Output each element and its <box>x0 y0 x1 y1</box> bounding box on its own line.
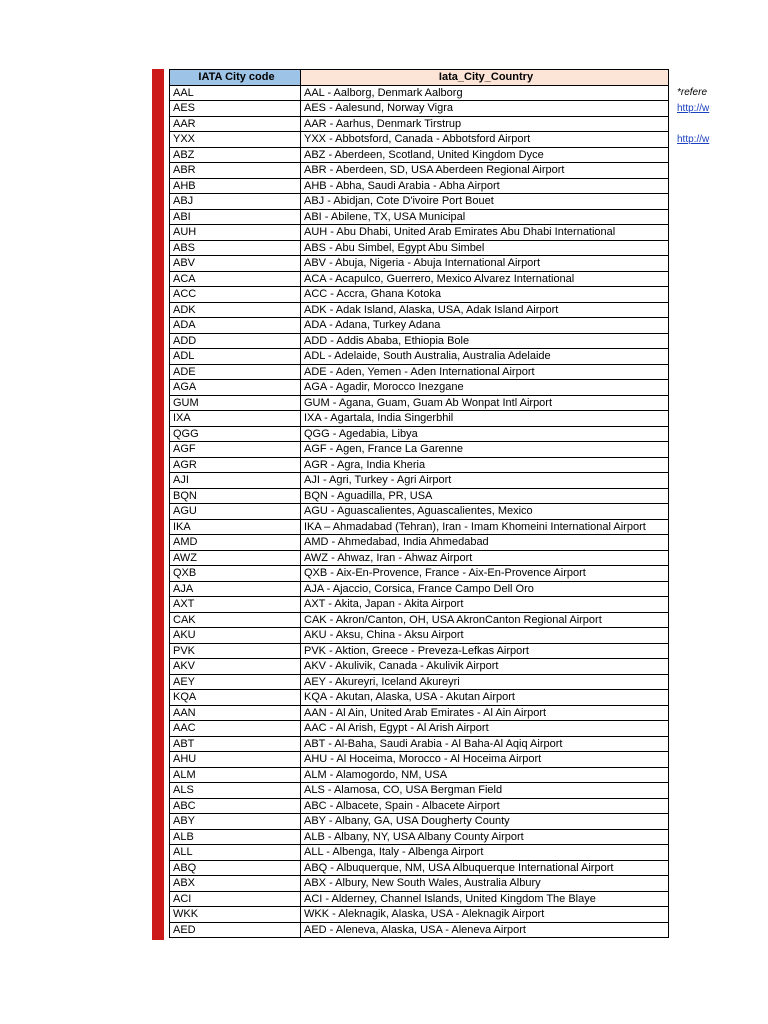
cell-city-country[interactable]: QXB - Aix-En-Provence, France - Aix-En-Provence Airport <box>301 566 669 582</box>
cell-iata-code[interactable]: AKV <box>170 659 301 675</box>
reference-link-2[interactable]: http://w <box>677 134 710 145</box>
cell-iata-code[interactable]: AES <box>170 101 301 117</box>
cell-iata-code[interactable]: IXA <box>170 411 301 427</box>
cell-iata-code[interactable]: ALS <box>170 783 301 799</box>
table-row <box>170 829 669 845</box>
cell-iata-code[interactable]: CAK <box>170 612 301 628</box>
cell-city-country[interactable]: YXX - Abbotsford, Canada - Abbotsford Airport <box>301 132 669 148</box>
cell-iata-code[interactable]: ABI <box>170 209 301 225</box>
header-iata-city-code: IATA City code <box>170 70 301 86</box>
cell-iata-code[interactable]: AKU <box>170 628 301 644</box>
cell-iata-code[interactable]: AEY <box>170 674 301 690</box>
cell-iata-code[interactable]: ADK <box>170 302 301 318</box>
table-row <box>170 380 669 396</box>
cell-city-country[interactable]: ABQ - Albuquerque, NM, USA Albuquerque International Airport <box>301 860 669 876</box>
cell-city-country[interactable]: GUM - Agana, Guam, Guam Ab Wonpat Intl Airport <box>301 395 669 411</box>
cell-city-country[interactable]: QGG - Agedabia, Libya <box>301 426 669 442</box>
cell-iata-code[interactable]: ADL <box>170 349 301 365</box>
table-row <box>170 612 669 628</box>
table-row <box>170 798 669 814</box>
cell-city-country[interactable]: AMD - Ahmedabad, India Ahmedabad <box>301 535 669 551</box>
cell-city-country[interactable]: AAN - Al Ain, United Arab Emirates - Al Ain Airport <box>301 705 669 721</box>
cell-city-country[interactable]: AAR - Aarhus, Denmark Tirstrup <box>301 116 669 132</box>
cell-city-country[interactable]: AAL - Aalborg, Denmark Aalborg <box>301 85 669 101</box>
cell-city-country[interactable]: AGA - Agadir, Morocco Inezgane <box>301 380 669 396</box>
cell-city-country[interactable]: IXA - Agartala, India Singerbhil <box>301 411 669 427</box>
cell-city-country[interactable]: IKA – Ahmadabad (Tehran), Iran - Imam Khomeini International Airport <box>301 519 669 535</box>
cell-iata-code[interactable]: QXB <box>170 566 301 582</box>
cell-city-country[interactable]: KQA - Akutan, Alaska, USA - Akutan Airport <box>301 690 669 706</box>
cell-iata-code[interactable]: AAC <box>170 721 301 737</box>
table-row <box>170 318 669 334</box>
cell-city-country[interactable]: AEY - Akureyri, Iceland Akureyri <box>301 674 669 690</box>
table-row <box>170 395 669 411</box>
table-row <box>170 411 669 427</box>
cell-city-country[interactable]: AHU - Al Hoceima, Morocco - Al Hoceima Airport <box>301 752 669 768</box>
table-row <box>170 163 669 179</box>
cell-iata-code[interactable]: ABC <box>170 798 301 814</box>
cell-iata-code[interactable]: ABT <box>170 736 301 752</box>
cell-iata-code[interactable]: ABJ <box>170 194 301 210</box>
table-row <box>170 101 669 117</box>
table-row <box>170 209 669 225</box>
cell-iata-code[interactable]: AGU <box>170 504 301 520</box>
cell-iata-code[interactable]: AAL <box>170 85 301 101</box>
cell-city-country[interactable]: ABR - Aberdeen, SD, USA Aberdeen Regional Airport <box>301 163 669 179</box>
cell-iata-code[interactable]: WKK <box>170 907 301 923</box>
cell-city-country[interactable]: ADK - Adak Island, Alaska, USA, Adak Island Airport <box>301 302 669 318</box>
table-row <box>170 240 669 256</box>
table-row <box>170 690 669 706</box>
table-row <box>170 907 669 923</box>
cell-iata-code[interactable]: GUM <box>170 395 301 411</box>
cell-city-country[interactable]: AGU - Aguascalientes, Aguascalientes, Mexico <box>301 504 669 520</box>
cell-iata-code[interactable]: ALB <box>170 829 301 845</box>
cell-iata-code[interactable]: AGF <box>170 442 301 458</box>
header-row <box>170 70 669 86</box>
cell-city-country[interactable]: AED - Aleneva, Alaska, USA - Aleneva Airport <box>301 922 669 938</box>
cell-iata-code[interactable]: ABR <box>170 163 301 179</box>
cell-iata-code[interactable]: ALM <box>170 767 301 783</box>
cell-city-country[interactable]: AAC - Al Arish, Egypt - Al Arish Airport <box>301 721 669 737</box>
cell-city-country[interactable]: ABT - Al-Baha, Saudi Arabia - Al Baha-Al Aqiq Airport <box>301 736 669 752</box>
cell-iata-code[interactable]: ADE <box>170 364 301 380</box>
cell-city-country[interactable]: ALL - Albenga, Italy - Albenga Airport <box>301 845 669 861</box>
table-row <box>170 349 669 365</box>
cell-iata-code[interactable]: AED <box>170 922 301 938</box>
cell-iata-code[interactable]: AAN <box>170 705 301 721</box>
table-row <box>170 426 669 442</box>
cell-iata-code[interactable]: AWZ <box>170 550 301 566</box>
table-row <box>170 783 669 799</box>
table-row <box>170 922 669 938</box>
cell-city-country[interactable]: ABS - Abu Simbel, Egypt Abu Simbel <box>301 240 669 256</box>
table-row <box>170 504 669 520</box>
cell-city-country[interactable]: AGR - Agra, India Kheria <box>301 457 669 473</box>
cell-iata-code[interactable]: YXX <box>170 132 301 148</box>
table-row <box>170 814 669 830</box>
table-row <box>170 194 669 210</box>
cell-city-country[interactable]: ADE - Aden, Yemen - Aden International Airport <box>301 364 669 380</box>
cell-iata-code[interactable]: ADA <box>170 318 301 334</box>
table-row <box>170 488 669 504</box>
cell-iata-code[interactable]: AGR <box>170 457 301 473</box>
red-margin-bar <box>152 69 164 940</box>
table-row <box>170 302 669 318</box>
cell-city-country[interactable]: ADL - Adelaide, South Australia, Australia Adelaide <box>301 349 669 365</box>
cell-city-country[interactable]: ABX - Albury, New South Wales, Australia Albury <box>301 876 669 892</box>
cell-city-country[interactable]: ACI - Alderney, Channel Islands, United Kingdom The Blaye <box>301 891 669 907</box>
cell-iata-code[interactable]: AHU <box>170 752 301 768</box>
table-row <box>170 767 669 783</box>
table-row <box>170 705 669 721</box>
table-row <box>170 860 669 876</box>
cell-city-country[interactable]: ABZ - Aberdeen, Scotland, United Kingdom Dyce <box>301 147 669 163</box>
table-row <box>170 581 669 597</box>
table-row <box>170 178 669 194</box>
table-row <box>170 364 669 380</box>
cell-iata-code[interactable]: AGA <box>170 380 301 396</box>
table-row <box>170 721 669 737</box>
cell-city-country[interactable]: ABI - Abilene, TX, USA Municipal <box>301 209 669 225</box>
table-row <box>170 643 669 659</box>
cell-city-country[interactable]: AJA - Ajaccio, Corsica, France Campo Dell Oro <box>301 581 669 597</box>
table-body <box>170 85 669 938</box>
cell-city-country[interactable]: ABJ - Abidjan, Cote D'ivoire Port Bouet <box>301 194 669 210</box>
cell-city-country[interactable]: ADA - Adana, Turkey Adana <box>301 318 669 334</box>
table-row <box>170 597 669 613</box>
table-row <box>170 473 669 489</box>
cell-city-country[interactable]: BQN - Aguadilla, PR, USA <box>301 488 669 504</box>
cell-iata-code[interactable]: IKA <box>170 519 301 535</box>
cell-iata-code[interactable]: AJI <box>170 473 301 489</box>
cell-city-country[interactable]: AKU - Aksu, China - Aksu Airport <box>301 628 669 644</box>
cell-city-country[interactable]: ADD - Addis Ababa, Ethiopia Bole <box>301 333 669 349</box>
cell-iata-code[interactable]: PVK <box>170 643 301 659</box>
cell-city-country[interactable]: AJI - Agri, Turkey - Agri Airport <box>301 473 669 489</box>
cell-city-country[interactable]: AKV - Akulivik, Canada - Akulivik Airport <box>301 659 669 675</box>
cell-iata-code[interactable]: AXT <box>170 597 301 613</box>
table-row <box>170 674 669 690</box>
cell-city-country[interactable]: ACC - Accra, Ghana Kotoka <box>301 287 669 303</box>
cell-iata-code[interactable]: ADD <box>170 333 301 349</box>
table-row <box>170 628 669 644</box>
table-row <box>170 550 669 566</box>
cell-iata-code[interactable]: ACI <box>170 891 301 907</box>
cell-city-country[interactable]: AUH - Abu Dhabi, United Arab Emirates Abu Dhabi International <box>301 225 669 241</box>
cell-iata-code[interactable]: ALL <box>170 845 301 861</box>
cell-iata-code[interactable]: ABZ <box>170 147 301 163</box>
cell-iata-code[interactable]: BQN <box>170 488 301 504</box>
cell-iata-code[interactable]: AMD <box>170 535 301 551</box>
cell-city-country[interactable]: ALS - Alamosa, CO, USA Bergman Field <box>301 783 669 799</box>
header-iata-city-country: Iata_City_Country <box>301 70 669 86</box>
table-row <box>170 333 669 349</box>
cell-city-country[interactable]: ABC - Albacete, Spain - Albacete Airport <box>301 798 669 814</box>
table-row <box>170 256 669 272</box>
cell-iata-code[interactable]: ACC <box>170 287 301 303</box>
cell-iata-code[interactable]: KQA <box>170 690 301 706</box>
cell-city-country[interactable]: ACA - Acapulco, Guerrero, Mexico Alvarez International <box>301 271 669 287</box>
table-row <box>170 85 669 101</box>
table-row <box>170 132 669 148</box>
cell-city-country[interactable]: AWZ - Ahwaz, Iran - Ahwaz Airport <box>301 550 669 566</box>
cell-iata-code[interactable]: ABY <box>170 814 301 830</box>
table-row <box>170 147 669 163</box>
cell-city-country[interactable]: AGF - Agen, France La Garenne <box>301 442 669 458</box>
cell-city-country[interactable]: WKK - Aleknagik, Alaska, USA - Aleknagik Airport <box>301 907 669 923</box>
table-row <box>170 659 669 675</box>
table-row <box>170 271 669 287</box>
reference-note: *refere <box>677 87 708 98</box>
cell-iata-code[interactable]: ABQ <box>170 860 301 876</box>
table-row <box>170 457 669 473</box>
iata-city-table <box>169 69 669 938</box>
table-row <box>170 225 669 241</box>
table-row <box>170 116 669 132</box>
cell-iata-code[interactable]: AHB <box>170 178 301 194</box>
cell-iata-code[interactable]: AJA <box>170 581 301 597</box>
cell-iata-code[interactable]: QGG <box>170 426 301 442</box>
reference-link-1[interactable]: http://w <box>677 103 710 114</box>
cell-city-country[interactable]: ABY - Albany, GA, USA Dougherty County <box>301 814 669 830</box>
table-row <box>170 519 669 535</box>
table-row <box>170 535 669 551</box>
cell-city-country[interactable]: ALM - Alamogordo, NM, USA <box>301 767 669 783</box>
table-row <box>170 845 669 861</box>
cell-iata-code[interactable]: AAR <box>170 116 301 132</box>
cell-city-country[interactable]: AXT - Akita, Japan - Akita Airport <box>301 597 669 613</box>
cell-iata-code[interactable]: ABV <box>170 256 301 272</box>
cell-city-country[interactable]: AHB - Abha, Saudi Arabia - Abha Airport <box>301 178 669 194</box>
table-row <box>170 876 669 892</box>
cell-iata-code[interactable]: ACA <box>170 271 301 287</box>
cell-city-country[interactable]: AES - Aalesund, Norway Vigra <box>301 101 669 117</box>
cell-city-country[interactable]: ABV - Abuja, Nigeria - Abuja International Airport <box>301 256 669 272</box>
cell-iata-code[interactable]: ABX <box>170 876 301 892</box>
cell-city-country[interactable]: PVK - Aktion, Greece - Preveza-Lefkas Airport <box>301 643 669 659</box>
table-row <box>170 736 669 752</box>
table-row <box>170 891 669 907</box>
cell-city-country[interactable]: ALB - Albany, NY, USA Albany County Airport <box>301 829 669 845</box>
cell-iata-code[interactable]: AUH <box>170 225 301 241</box>
table-row <box>170 566 669 582</box>
cell-city-country[interactable]: CAK - Akron/Canton, OH, USA AkronCanton Regional Airport <box>301 612 669 628</box>
table-row <box>170 442 669 458</box>
cell-iata-code[interactable]: ABS <box>170 240 301 256</box>
table-row <box>170 752 669 768</box>
table-row <box>170 287 669 303</box>
